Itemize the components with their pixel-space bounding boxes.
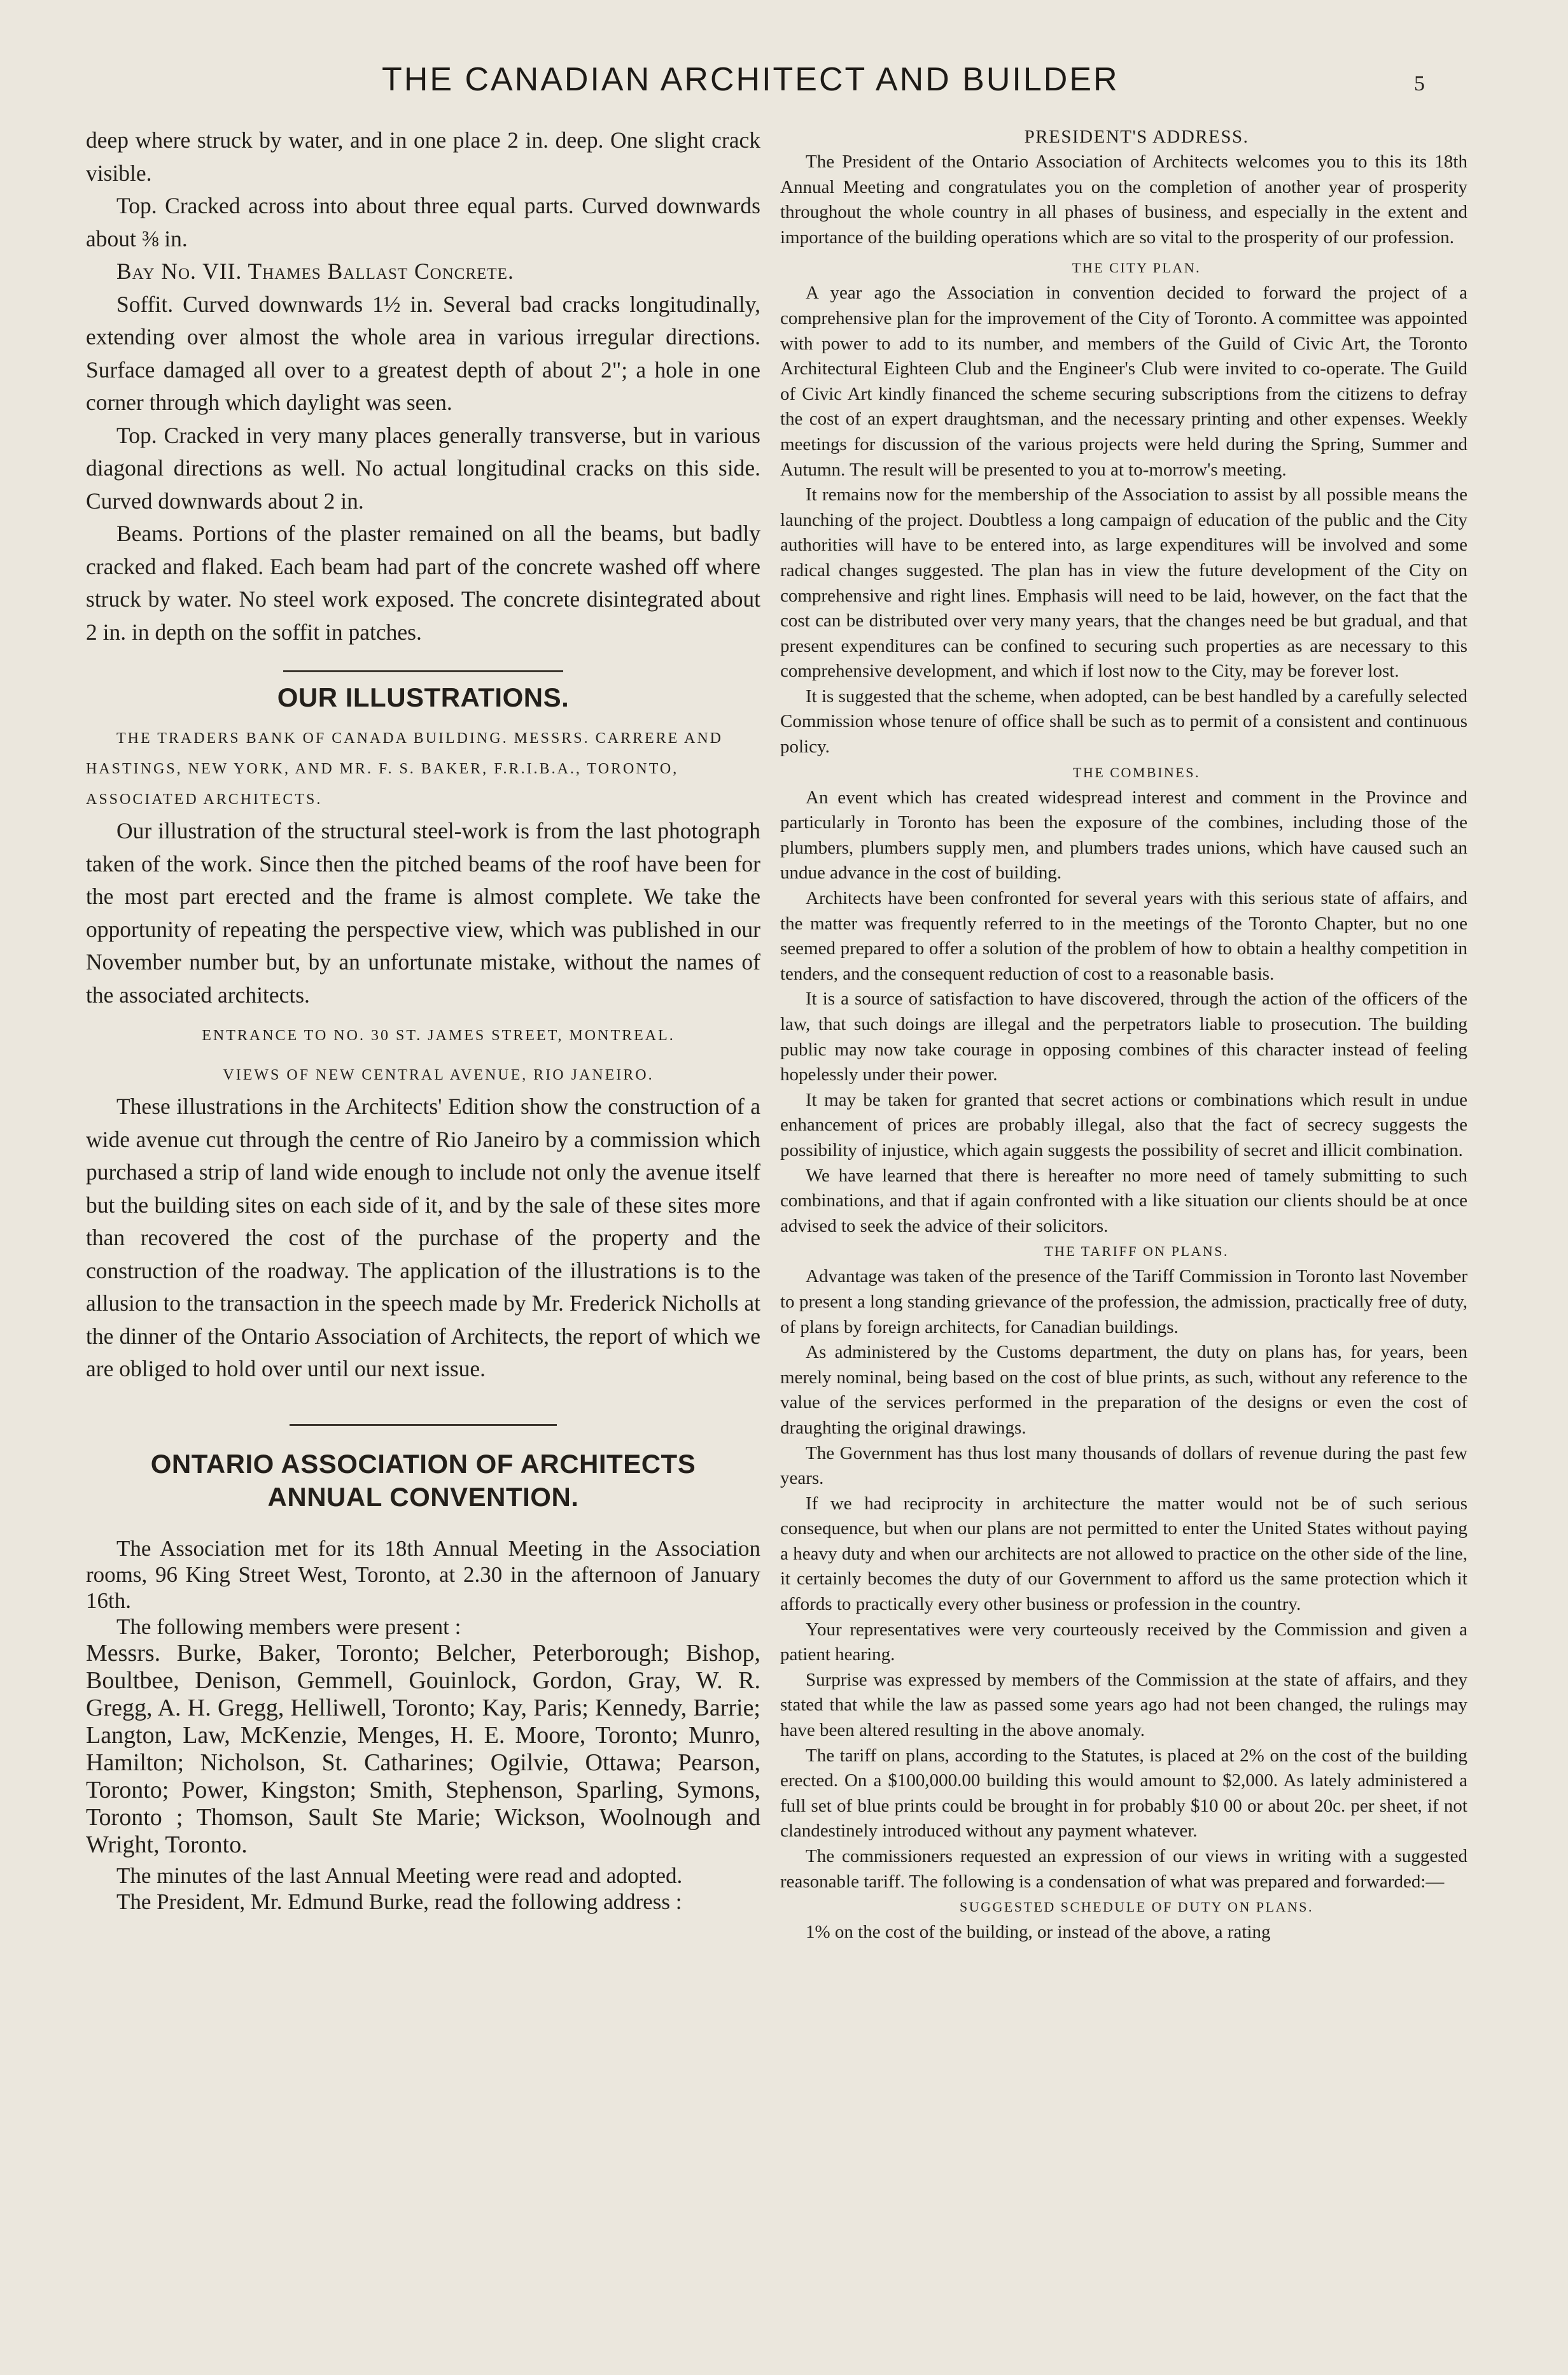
paragraph: If we had reciprocity in architecture the matter would not be of such serious consequence, but when our plans are not permitted to enter the United States without paying a heavy duty and when our architects are not allowed to practice on the other side of the line, it certainly becomes the duty of our Government to afford us the same protection which it affords to practically every other business or profession in the country. bbox=[780, 1493, 1467, 1615]
paragraph: Your representatives were very courteously received by the Commission and given a patient hearing. bbox=[780, 1619, 1467, 1665]
city-plan-heading: THE CITY PLAN. bbox=[1072, 260, 1201, 276]
paragraph: A year ago the Association in convention decided to forward the project of a comprehensive plan for the improvement of the City of Toronto. A committee was appointed with power to add to its number, and members of the Guild of Civic Art, the Toronto Architectural Eighteen Club and the Engineer's Club were invited to co-operate. The Guild of Civic Art kindly financed the scheme securing subscriptions from the citizens to defray the cost of an expert draughtsman, and the necessary printing and other expenses. Weekly meetings for discussion of the various projects were held during the Spring, Summer and Autumn. The result will be presented to you at to-morrow's meeting. bbox=[780, 283, 1467, 480]
paragraph: Our illustration of the structural steel-work is from the last photograph taken of the work. Since then the pitched beams of the roof have been for the most part erected and the frame is almost complete. We take the opportunity of repeating the perspective view, which was published in our November number but, by an unfortunate mistake, without the names of the associated architects. bbox=[86, 818, 760, 1008]
members-list: Messrs. Burke, Baker, Toronto; Belcher, Peterborough; Bishop, Boultbee, Denison, Gemmell, Gouinlock, Gordon, Gray, W. R. Gregg, A. H. Gregg, Helliwell, Toronto; Kay, Paris; Kennedy, Barrie; Langton, Law, McKenzie, Menges, H. E. Moore, Toronto; Munro, Hamilton; Nicholson, St. Catharines; Ogilvie, Ottawa; Pearson, Toronto; Power, Kingston; Smith, Stephenson, Sparling, Symons, Toronto ; Thomson, Sault Ste Marie; Wickson, Woolnough and Wright, Toronto. bbox=[86, 1639, 760, 1858]
paragraph: Top. Cracked across into about three equal parts. Curved downwards about ⅜ in. bbox=[86, 193, 760, 251]
presidents-address-heading: PRESIDENT'S ADDRESS. bbox=[1024, 127, 1249, 147]
paragraph: Advantage was taken of the presence of the Tariff Commission in Toronto last November to present a long standing grievance of the profession, the admission, practically free of duty, of plans by foreign architects, for Canadian buildings. bbox=[780, 1266, 1467, 1337]
right-column bbox=[780, 124, 1467, 1945]
traders-caption: THE TRADERS BANK OF CANADA BUILDING. MESSRS. CARRERE AND HASTINGS, NEW YORK, AND MR. F. S. BAKER, F.R.I.B.A., TORONTO, ASSOCIATED ARCHITECTS. bbox=[86, 730, 723, 808]
paragraph: These illustrations in the Architects' Edition show the construction of a wide avenue cut through the centre of Rio Janeiro by a commission which purchased a strip of land wide enough to include not only the avenue itself but the building sites on each side of it, and by the sale of these sites more than recovered the cost of the purchase of the property and the construction of the roadway. The application of the illustrations is to the allusion to the transaction in the speech made by Mr. Frederick Nicholls at the dinner of the Ontario Association of Architects, the report of which we are obliged to hold over until our next issue. bbox=[86, 1094, 760, 1381]
paragraph: The Association met for its 18th Annual Meeting in the Association rooms, 96 King Street West, Toronto, at 2.30 in the afternoon of January 16th. bbox=[86, 1535, 760, 1613]
paragraph: It is suggested that the scheme, when adopted, can be best handled by a carefully selected Commission whose tenure of office shall be such as to permit of a consistent and continuous policy. bbox=[780, 686, 1467, 758]
paragraph: It may be taken for granted that secret actions or combinations which result in undue enhancement of prices are probably illegal, also that the fact of secrecy suggests the possibility of injustice, which again suggests the possibility of secret and illicit combination. bbox=[780, 1089, 1467, 1160]
journal-title: THE CANADIAN ARCHITECT AND BUILDER bbox=[382, 61, 1119, 98]
paragraph: Top. Cracked in very many places generally transverse, but in various diagonal directions as well. No actual longitudinal cracks on this side. Curved downwards about 2 in. bbox=[86, 422, 760, 514]
paragraph: An event which has created widespread interest and comment in the Province and particularly in Toronto has been the exposure of the combines, including those of the plumbers, plumbers supply men, and plumbers trades unions, which have caused such an undue advance in the cost of building. bbox=[780, 787, 1467, 884]
paragraph: It remains now for the membership of the Association to assist by all possible means the launching of the project. Doubtless a long campaign of education of the public and the City authorities will have to be entered into, as large expenditures will be involved and some radical changes suggested. The plan has in view the future development of the City on comprehensive and right lines. Emphasis will need to be laid, however, on the fact that the cost can be distributed over very many years, that the changes need be but gradual, and that present expenditures can be confined to securing such properties as are necessary to this comprehensive development, and which if lost now to the City, may be forever lost. bbox=[780, 484, 1467, 682]
paragraph: As administered by the Customs department, the duty on plans has, for years, been merely nominal, being based on the cost of blue prints, as such, without any reference to the value of the services performed in the preparation of the designs or even the cost of draughting the original drawings. bbox=[780, 1342, 1467, 1438]
paragraph: The tariff on plans, according to the Statutes, is placed at 2% on the cost of the building erected. On a $100,000.00 building this would amount to $2,000. As lately administered a full set of blue prints could be brought in for probably $10 00 or about 20c. per sheet, if not clandestinely introduced without any payment whatever. bbox=[780, 1745, 1467, 1842]
convention-heading-line-2: ANNUAL CONVENTION. bbox=[267, 1481, 579, 1512]
convention-heading-line-1: ONTARIO ASSOCIATION OF ARCHITECTS bbox=[150, 1448, 696, 1479]
tariff-heading: THE TARIFF ON PLANS. bbox=[1044, 1243, 1229, 1260]
paragraph: Soffit. Curved downwards 1½ in. Several bad cracks longitudinally, extending over almost the whole area in various irregular directions. Surface damaged all over to a greatest depth of about 2"; a hole in one corner through which daylight was seen. bbox=[86, 291, 760, 415]
paragraph: Beams. Portions of the plaster remained on all the beams, but badly cracked and flaked. Each beam had part of the concrete washed off where struck by water. No steel work exposed. The concrete disintegrated about 2 in. in depth on the soffit in patches. bbox=[86, 521, 760, 645]
combines-heading: THE COMBINES. bbox=[1073, 764, 1200, 780]
paragraph: The minutes of the last Annual Meeting were read and adopted. bbox=[116, 1863, 683, 1888]
schedule-heading: SUGGESTED SCHEDULE OF DUTY ON PLANS. bbox=[959, 1899, 1314, 1915]
paragraph: The commissioners requested an expression of our views in writing with a suggested reasonable tariff. The following is a condensation of what was prepared and forwarded:— bbox=[780, 1846, 1467, 1892]
masthead bbox=[0, 60, 1568, 118]
paragraph: deep where struck by water, and in one place 2 in. deep. One slight crack visible. bbox=[86, 127, 760, 186]
illustrations-heading: OUR ILLUSTRATIONS. bbox=[277, 682, 570, 712]
paragraph: The President of the Ontario Association of Architects welcomes you to this its 18th Annual Meeting and congratulates you on the completion of another year of prosperity throughout the whole country in all phases of business, and especially in the extent and importance of the building operations which are so vital to the prosperity of our profession. bbox=[780, 152, 1467, 248]
page-number: 5 bbox=[1414, 72, 1425, 95]
paragraph: The Government has thus lost many thousands of dollars of revenue during the past few years. bbox=[780, 1442, 1467, 1489]
paragraph: We have learned that there is hereafter no more need of tamely submitting to such combinations, and that if again confronted with a like situation our clients should be at once advised to seek the advice of their solicitors. bbox=[780, 1165, 1467, 1236]
paragraph: The President, Mr. Edmund Burke, read the following address : bbox=[116, 1889, 682, 1914]
entrance-caption: ENTRANCE TO NO. 30 ST. JAMES STREET, MONTREAL. bbox=[202, 1027, 675, 1044]
paragraph: It is a source of satisfaction to have discovered, through the action of the officers of the law, that such doings are illegal and the perpetrators liable to prosecution. The building public may now take courage in opposing combines of this character instead of feeling hopelessly under their power. bbox=[780, 989, 1467, 1085]
paragraph: 1% on the cost of the building, or instead of the above, a rating bbox=[806, 1922, 1271, 1943]
paragraph: Surprise was expressed by members of the Commission at the state of affairs, and they stated that while the law as passed some years ago had not been changed, the rulings may have been altered resulting in the above anomaly. bbox=[780, 1669, 1467, 1741]
paragraph: Architects have been confronted for several years with this serious state of affairs, and the matter was frequently referred to in the meetings of the Toronto Chapter, but no one seemed prepared to offer a solution of the problem of how to obtain a healthy competition in tenders, and the consequent reduction of cost to a reasonable basis. bbox=[780, 888, 1467, 984]
bay-heading: Bay No. VII. Thames Ballast Concrete. bbox=[116, 258, 514, 284]
views-caption: VIEWS OF NEW CENTRAL AVENUE, RIO JANEIRO. bbox=[223, 1067, 654, 1083]
paragraph: The following members were present : bbox=[116, 1614, 461, 1639]
left-column bbox=[86, 124, 760, 1915]
